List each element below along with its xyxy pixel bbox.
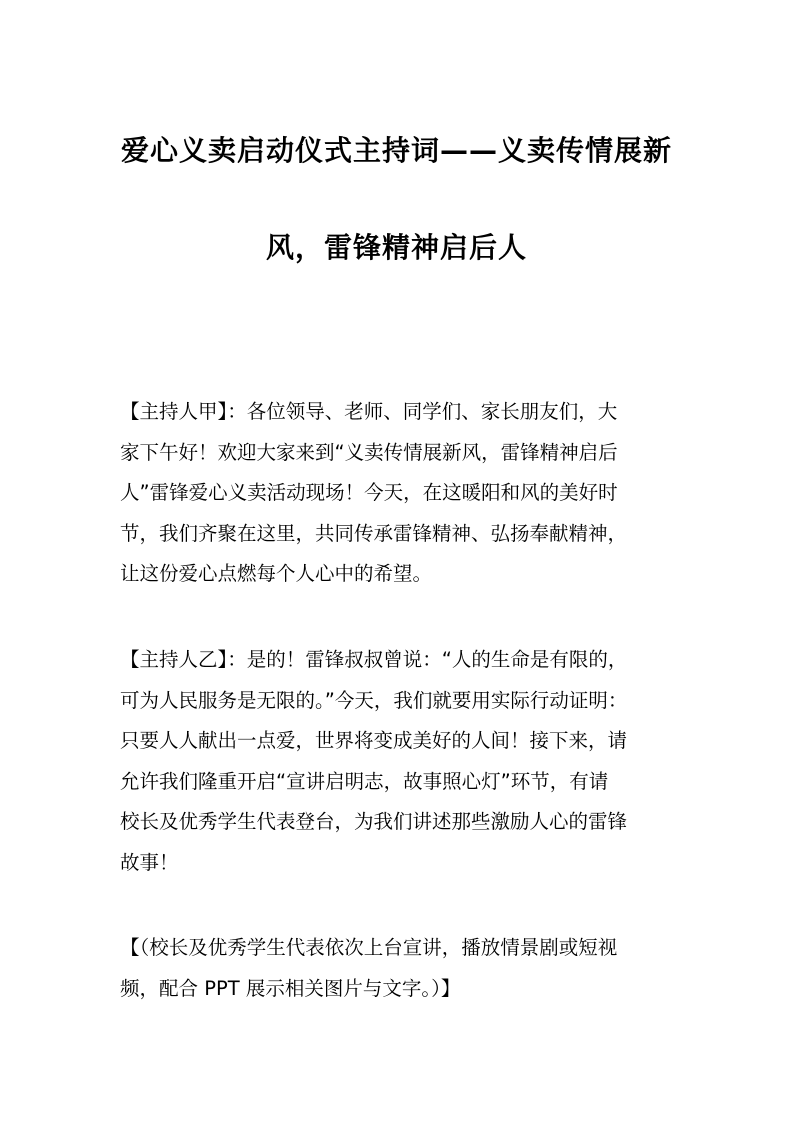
paragraph-line: 人”雷锋爱心义卖活动现场！今天，在这暖阳和风的美好时 — [120, 481, 618, 504]
paragraph-line: 只要人人献出一点爱，世界将变成美好的人间！接下来，请 — [120, 729, 628, 752]
paragraph-line: 节，我们齐聚在这里，共同传承雷锋精神、弘扬奉献精神， — [120, 521, 628, 545]
title-line-2: 风，雷锋精神启后人 — [265, 231, 527, 264]
paragraph-line: 【（校长及优秀学生代表依次上台宣讲，播放情景剧或短视 — [120, 936, 618, 959]
paragraph-stage-direction — [120, 928, 690, 1009]
paragraph-host-a — [120, 392, 690, 595]
paragraph-line: 【主持人乙】：是的！雷锋叔叔曾说：“人的生命是有限的， — [120, 648, 628, 671]
paragraph-line: 校长及优秀学生代表登台，为我们讲述那些激励人心的雷锋 — [120, 810, 628, 833]
title-line-1: 爱心义卖启动仪式主持词——义卖传情展新 — [120, 134, 672, 167]
paragraph-line: 可为人民服务是无限的。”今天，我们就要用实际行动证明： — [120, 688, 628, 712]
paragraph-line: 【主持人甲】：各位领导、老师、同学们、家长朋友们，大 — [120, 400, 618, 423]
paragraph-line: 频，配合 PPT 展示相关图片与文字。）】 — [120, 976, 461, 1000]
paragraph-line: 允许我们隆重开启“宣讲启明志，故事照心灯”环节，有请 — [120, 769, 609, 793]
paragraph-line: 故事！ — [120, 850, 179, 874]
paragraph-line: 家下午好！欢迎大家来到“义卖传情展新风，雷锋精神启后 — [120, 440, 618, 464]
paragraph-line: 让这份爱心点燃每个人心中的希望。 — [120, 562, 433, 585]
paragraph-host-b — [120, 640, 690, 883]
